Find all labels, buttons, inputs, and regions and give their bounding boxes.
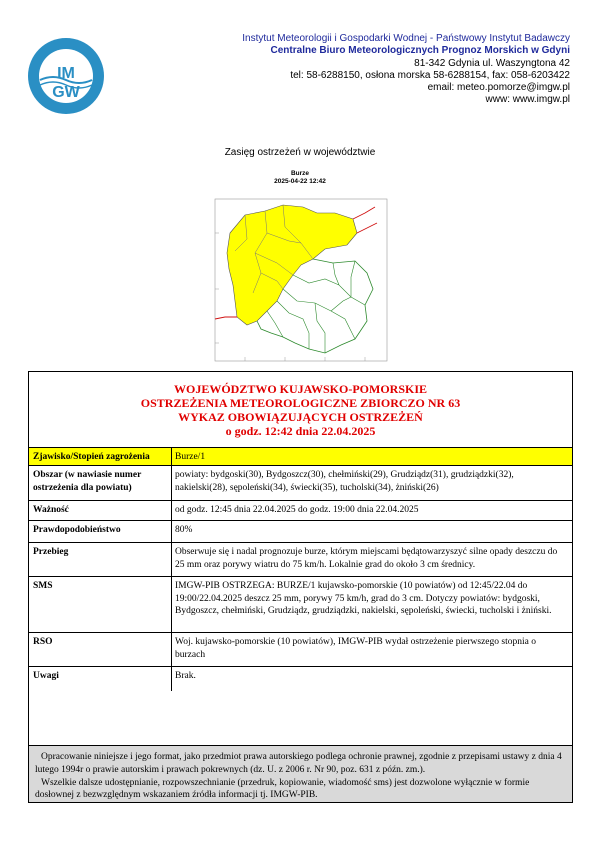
row-phenomenon: [29, 447, 572, 466]
warning-title-time: o godz. 12:42 dnia 22.04.2025: [225, 424, 376, 438]
row-label: Zjawisko/Stopień zagrożenia: [33, 452, 150, 462]
map-caption: Zasięg ostrzeżeń w województwie: [224, 147, 376, 158]
institute-header: [190, 33, 570, 107]
row-label: Obszar (w nawiasie numer ostrzeżenia dla powiatu): [33, 470, 142, 493]
row-value: 80%: [175, 525, 193, 535]
row-course: [29, 542, 572, 577]
row-value: Woj. kujawsko-pomorskie (10 powiatów), IMGW-PIB wydał ostrzeżenie pierwszego stopnia o burzach: [175, 637, 536, 660]
row-label: SMS: [33, 581, 53, 591]
header-line-institute: Instytut Meteorologii i Gospodarki Wodnej - Państwowy Instytut Badawczy: [242, 33, 570, 44]
header-line-www[interactable]: www: www.imgw.pl: [485, 94, 570, 106]
imgw-logo: [26, 36, 106, 116]
copyright-text: Opracowanie niniejsze i jego format, jako przedmiot prawa autorskiego podlega ochronie prawnej, zgodnie z przepisami ustawy z dnia 4 lutego 1994r o prawie autorskim i prawach pokrewnych (dz. U. z 2006 r. Nr 90, poz. 631 z późn. zm.).: [35, 752, 562, 775]
row-value: Brak.: [175, 671, 196, 681]
row-label: Uwagi: [33, 671, 59, 681]
row-label: Ważność: [33, 505, 69, 515]
logo-text-bottom: GW: [52, 84, 80, 101]
warning-title-list: WYKAZ OBOWIĄZUJĄCYCH OSTRZEŻEŃ: [178, 410, 423, 424]
row-area: [29, 465, 572, 501]
row-value: Burze/1: [175, 452, 206, 462]
row-value: powiaty: bydgoski(30), Bydgoszcz(30), chełmiński(29), Grudziądz(31), grudziądzki(32), nakielski(28), sępoleński(34), świecki(35), tucholski(34), żniński(26): [175, 470, 514, 493]
row-value: Obserwuje się i nadal prognozuje burze, którym miejscami będątowarzyszyć silne opady deszczu do 25 mm oraz porywy wiatru do 75 km/h. Lokalnie grad do około 3 cm średnicy.: [175, 547, 558, 570]
warning-table: [28, 371, 573, 803]
copyright-footer: [29, 745, 572, 802]
row-label: Prawdopodobieństwo: [33, 525, 121, 535]
row-label: Przebieg: [33, 547, 69, 557]
header-line-phone: tel: 58-6288150, osłona morska 58-6288154, fax: 058-6203422: [290, 69, 570, 81]
warning-map: [205, 193, 395, 371]
map-datetime: 2025-04-22 12:42: [274, 178, 326, 185]
warning-title-province: WOJEWÓDZTWO KUJAWSKO-POMORSKIE: [173, 382, 428, 396]
row-sms: [29, 576, 572, 633]
header-line-bureau: Centralne Biuro Meteorologicznych Prognoz Morskich w Gdyni: [270, 45, 570, 57]
row-rso: [29, 632, 572, 667]
row-notes: [29, 666, 572, 691]
row-validity: [29, 500, 572, 521]
row-probability: [29, 520, 572, 543]
header-line-address: 81-342 Gdynia ul. Waszyngtona 42: [414, 57, 570, 69]
header-line-email[interactable]: email: meteo.pomorze@imgw.pl: [427, 82, 570, 94]
row-value: IMGW-PIB OSTRZEGA: BURZE/1 kujawsko-pomorskie (10 powiatów) od 12:45/22.04 do 19:00/22.04.2025 deszcz 25 mm, porywy 75 km/h, grad do 3 cm. Dotyczy powiatów: bydgoski, Bydgoszcz, chełmiński, Grudziądz, grudziądzki, nakielski, sępoleński, świecki, tucholski i żniński.: [175, 581, 552, 616]
warning-heading: [29, 372, 572, 447]
redistribution-text: Wszelkie dalsze udostępnianie, rozpowszechnianie (przedruk, kopiowanie, wiadomość sms) jest dozwolone wyłącznie w formie dosłownej z bezwzględnym wskazaniem źródła informacji tj. IMGW-PIB.: [35, 777, 530, 801]
map-title: Burze: [290, 170, 310, 177]
map-title-block: [0, 170, 600, 186]
warning-title-number: OSTRZEŻENIA METEOROLOGICZNE ZBIORCZO NR 63: [140, 396, 461, 410]
logo-text-top: IM: [57, 65, 75, 82]
row-label: RSO: [33, 637, 53, 647]
row-value: od godz. 12:45 dnia 22.04.2025 do godz. 19:00 dnia 22.04.2025: [175, 505, 419, 515]
